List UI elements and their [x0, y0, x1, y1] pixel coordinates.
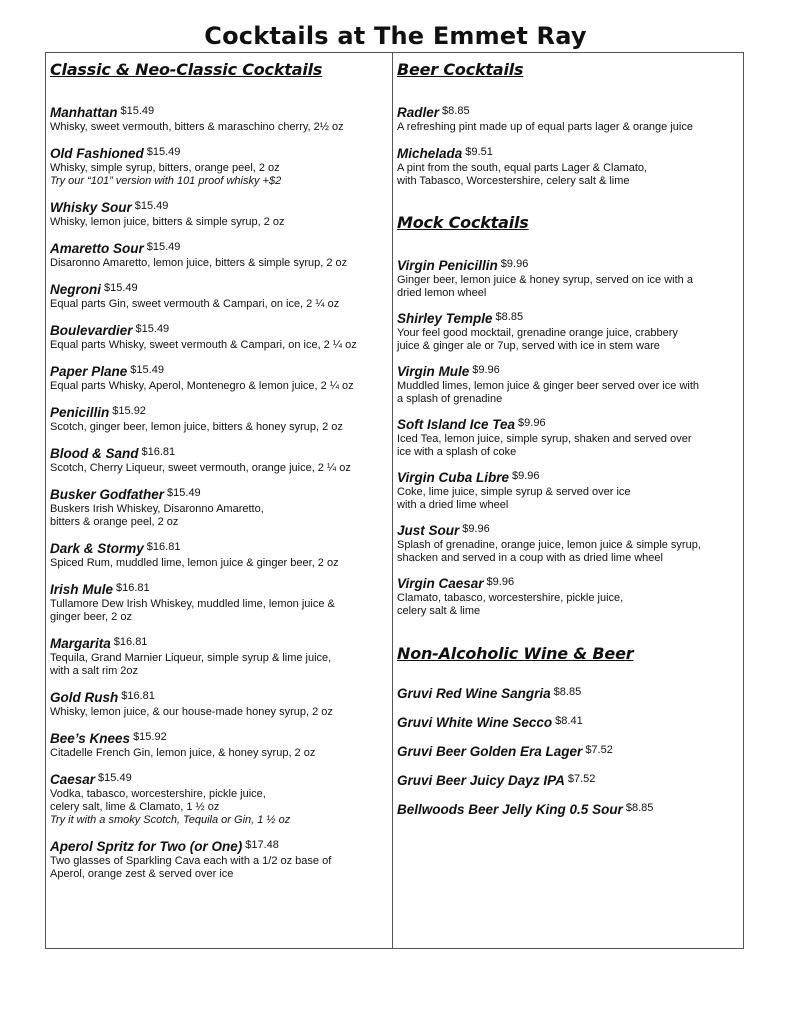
- menu-item-description: A refreshing pint made up of equal parts lager & orange juice: [397, 121, 693, 133]
- menu-item-name: Virgin Caesar: [397, 576, 484, 591]
- menu-item: [50, 444, 388, 475]
- menu-item-description: bitters & orange peel, 2 oz: [50, 516, 179, 528]
- menu-item: [50, 280, 388, 311]
- menu-item-description: shacken and served in a coup with as dried lime wheel: [397, 552, 663, 564]
- menu-item-header: [50, 688, 388, 706]
- menu-item-description: a splash of grenadine: [397, 393, 503, 405]
- menu-item-header: [397, 103, 741, 121]
- menu-item-header: [397, 309, 741, 327]
- menu-item-description: Citadelle French Gin, lemon juice, & honey syrup, 2 oz: [50, 747, 316, 759]
- section-heading-beer-cocktails: Beer Cocktails: [397, 60, 524, 79]
- menu-item-price: $8.85: [495, 311, 524, 323]
- menu-item-header: [50, 485, 388, 503]
- menu-item-header: [397, 770, 741, 790]
- menu-item-description: Iced Tea, lemon juice, simple syrup, shaken and served over: [397, 433, 692, 445]
- menu-item-price: $9.96: [500, 258, 529, 270]
- menu-item-header: [50, 539, 388, 557]
- section-heading-classic-cocktails: Classic & Neo-Classic Cocktails: [50, 60, 323, 79]
- menu-item-description: Aperol, orange zest & served over ice: [50, 868, 234, 880]
- menu-item-name: Shirley Temple: [397, 311, 493, 326]
- column-divider: [392, 52, 393, 949]
- menu-item: [50, 539, 388, 570]
- menu-item: [50, 729, 388, 760]
- menu-item: [397, 799, 741, 819]
- menu-item-price: $9.96: [472, 364, 500, 376]
- menu-item: [50, 837, 388, 881]
- non-alcoholic-section: [397, 642, 741, 819]
- menu-item-price: $16.81: [141, 446, 176, 458]
- menu-item-price: $15.92: [133, 731, 167, 743]
- menu-item-description: Muddled limes, lemon juice & ginger beer served over ice with: [397, 380, 700, 392]
- menu-item: [50, 362, 388, 393]
- menu-item-description: Scotch, Cherry Liqueur, sweet vermouth, orange juice, 2 ¼ oz: [50, 462, 351, 474]
- menu-item-price: $16.81: [121, 690, 155, 702]
- menu-item-price: $7.52: [585, 744, 613, 756]
- menu-item-price: $16.81: [116, 582, 150, 594]
- menu-item-price: $16.81: [146, 541, 181, 553]
- menu-item-header: [397, 521, 741, 539]
- menu-item-name: Penicillin: [50, 405, 110, 420]
- menu-item-description: Whisky, lemon juice, bitters & simple syrup, 2 oz: [50, 216, 285, 228]
- menu-item-price: $9.96: [512, 470, 540, 482]
- menu-item: [397, 144, 741, 188]
- menu-item-description: with a salt rim 2oz: [50, 665, 139, 677]
- menu-item-price: $15.49: [134, 200, 169, 212]
- menu-item-header: [397, 712, 741, 732]
- menu-item: [397, 683, 741, 703]
- menu-item-header: [50, 144, 388, 162]
- menu-item-name: Bellwoods Beer Jelly King 0.5 Sour: [397, 802, 623, 817]
- menu-item-header: [50, 580, 388, 598]
- menu-item: [397, 712, 741, 732]
- menu-item-header: [50, 239, 388, 257]
- menu-item-name: Gruvi Beer Juicy Dayz IPA: [397, 773, 565, 788]
- menu-item-name: Whisky Sour: [50, 200, 132, 215]
- menu-item-price: $9.96: [486, 576, 515, 588]
- menu-item: [397, 362, 741, 406]
- menu-item-header: [397, 256, 741, 274]
- menu-item-price: $7.52: [567, 773, 596, 785]
- menu-item-description: ice with a splash of coke: [397, 446, 517, 458]
- menu-item-header: [50, 634, 388, 652]
- menu-item-note: Try it with a smoky Scotch, Tequila or Gin, 1 ½ oz: [50, 814, 291, 826]
- menu-item-description: Whisky, lemon juice, & our house-made honey syrup, 2 oz: [50, 706, 333, 718]
- menu-item-header: [50, 444, 388, 462]
- menu-item-description: Disaronno Amaretto, lemon juice, bitters & simple syrup, 2 oz: [50, 257, 348, 269]
- menu-item-name: Busker Godfather: [50, 487, 165, 502]
- menu-item-name: Virgin Penicillin: [397, 258, 498, 273]
- menu-item-price: $8.41: [555, 715, 583, 727]
- menu-item: [397, 574, 741, 618]
- menu-item: [397, 770, 741, 790]
- menu-item-name: Old Fashioned: [50, 146, 144, 161]
- menu-item-description: A pint from the south, equal parts Lager & Clamato,: [397, 162, 648, 174]
- menu-item-name: Aperol Spritz for Two (or One): [50, 839, 243, 854]
- menu-item: [50, 688, 388, 719]
- menu-item-header: [397, 683, 741, 703]
- menu-item-header: [50, 321, 388, 339]
- menu-item-name: Gold Rush: [50, 690, 119, 705]
- menu-item-description: Buskers Irish Whiskey, Disaronno Amaretto,: [50, 503, 264, 515]
- menu-item-header: [50, 198, 388, 216]
- menu-item-description: Tequila, Grand Marnier Liqueur, simple syrup & lime juice,: [50, 652, 332, 664]
- menu-item-name: Soft Island Ice Tea: [397, 417, 516, 432]
- menu-item: [50, 634, 388, 678]
- section-heading-non-alcoholic: Non-Alcoholic Wine & Beer: [397, 644, 634, 663]
- menu-item: [397, 103, 741, 134]
- menu-item-description: Scotch, ginger beer, lemon juice, bitters & honey syrup, 2 oz: [50, 421, 343, 433]
- menu-item-header: [397, 468, 741, 486]
- menu-item-price: $16.81: [113, 636, 148, 648]
- menu-item-header: [50, 280, 388, 298]
- menu-item-price: $17.48: [245, 839, 279, 851]
- menu-item-name: Paper Plane: [50, 364, 128, 379]
- menu-item-price: $8.85: [625, 802, 654, 814]
- menu-item-price: $15.49: [135, 323, 170, 335]
- menu-item-name: Boulevardier: [50, 323, 133, 338]
- menu-item-description: Whisky, simple syrup, bitters, orange peel, 2 oz: [50, 162, 280, 174]
- menu-item: [50, 580, 388, 624]
- right-column: [397, 58, 741, 828]
- menu-item-name: Michelada: [397, 146, 463, 161]
- menu-item-price: $8.85: [553, 686, 582, 698]
- menu-item-description: Spiced Rum, muddled lime, lemon juice & ginger beer, 2 oz: [50, 557, 339, 569]
- menu-item: [50, 770, 388, 827]
- menu-item-price: $15.49: [130, 364, 164, 376]
- menu-item-name: Blood & Sand: [50, 446, 139, 461]
- menu-item-note: Try our “101” version with 101 proof whisky +$2: [50, 175, 282, 187]
- menu-item-header: [50, 362, 388, 380]
- menu-item-price: $15.49: [104, 282, 138, 294]
- menu-item-name: Manhattan: [50, 105, 118, 120]
- menu-item-name: Bee’s Knees: [50, 731, 131, 746]
- menu-item: [50, 198, 388, 229]
- menu-item-price: $9.96: [462, 523, 490, 535]
- menu-item-name: Virgin Cuba Libre: [397, 470, 510, 485]
- menu-item-name: Dark & Stormy: [50, 541, 144, 556]
- menu-item-header: [397, 362, 741, 380]
- menu-item-header: [50, 837, 388, 855]
- menu-item-name: Gruvi Beer Golden Era Lager: [397, 744, 583, 759]
- menu-item-price: $15.92: [112, 405, 146, 417]
- menu-item-header: [397, 741, 741, 761]
- menu-item-description: Equal parts Whisky, Aperol, Montenegro & lemon juice, 2 ¼ oz: [50, 380, 354, 392]
- menu-item-description: Ginger beer, lemon juice & honey syrup, served on ice with a: [397, 274, 693, 286]
- menu-item-description: Coke, lime juice, simple syrup & served over ice: [397, 486, 631, 498]
- menu-item-header: [397, 415, 741, 433]
- menu-item-description: Whisky, sweet vermouth, bitters & maraschino cherry, 2½ oz: [50, 121, 344, 133]
- menu-item-name: Amaretto Sour: [50, 241, 144, 256]
- menu-item-name: Radler: [397, 105, 440, 120]
- menu-item-price: $8.85: [442, 105, 470, 117]
- menu-item-description: juice & ginger ale or 7up, served with ice in stem ware: [397, 340, 660, 352]
- menu-item-name: Negroni: [50, 282, 102, 297]
- menu-item-name: Gruvi Red Wine Sangria: [397, 686, 551, 701]
- beer-cocktails-section: [397, 58, 741, 188]
- menu-item: [397, 415, 741, 459]
- menu-item-header: [50, 103, 388, 121]
- menu-item-price: $15.49: [146, 241, 181, 253]
- menu-item-price: $15.49: [120, 105, 155, 117]
- classic-cocktails-column: [50, 58, 388, 891]
- menu-item-name: Just Sour: [397, 523, 460, 538]
- menu-item-header: [50, 770, 388, 788]
- menu-item: [397, 256, 741, 300]
- menu-item-price: $9.51: [465, 146, 493, 158]
- menu-item-description: Tullamore Dew Irish Whiskey, muddled lime, lemon juice &: [50, 598, 335, 610]
- menu-item: [50, 321, 388, 352]
- menu-item: [50, 103, 388, 134]
- menu-item-header: [397, 799, 741, 819]
- menu-item: [397, 468, 741, 512]
- menu-item-description: with Tabasco, Worcestershire, celery salt & lime: [397, 175, 630, 187]
- menu-item-header: [50, 729, 388, 747]
- menu-item-name: Irish Mule: [50, 582, 114, 597]
- section-heading-mock-cocktails: Mock Cocktails: [397, 213, 529, 232]
- menu-item-description: celery salt & lime: [397, 605, 481, 617]
- menu-item: [50, 144, 388, 188]
- menu-item-header: [397, 574, 741, 592]
- menu-item-name: Margarita: [50, 636, 111, 651]
- menu-item: [50, 485, 388, 529]
- menu-item-price: $9.96: [518, 417, 546, 429]
- menu-item: [397, 521, 741, 565]
- menu-item-description: celery salt, lime & Clamato, 1 ½ oz: [50, 801, 220, 813]
- mock-cocktails-section: [397, 211, 741, 618]
- menu-item-description: with a dried lime wheel: [397, 499, 509, 511]
- menu-item-description: dried lemon wheel: [397, 287, 487, 299]
- menu-item-description: Two glasses of Sparkling Cava each with a 1/2 oz base of: [50, 855, 332, 867]
- menu-item-name: Gruvi White Wine Secco: [397, 715, 553, 730]
- menu-item: [397, 741, 741, 761]
- menu-item-name: Virgin Mule: [397, 364, 470, 379]
- menu-item-description: Equal parts Whisky, sweet vermouth & Campari, on ice, 2 ¼ oz: [50, 339, 357, 351]
- menu-item-description: Clamato, tabasco, worcestershire, pickle juice,: [397, 592, 624, 604]
- menu-item: [50, 403, 388, 434]
- menu-item-description: Your feel good mocktail, grenadine orange juice, crabbery: [397, 327, 678, 339]
- menu-item: [50, 239, 388, 270]
- menu-item-price: $15.49: [167, 487, 201, 499]
- menu-item: [397, 309, 741, 353]
- menu-item-price: $15.49: [98, 772, 132, 784]
- menu-item-header: [50, 403, 388, 421]
- menu-item-name: Caesar: [50, 772, 96, 787]
- menu-item-description: ginger beer, 2 oz: [50, 611, 132, 623]
- menu-item-description: Equal parts Gin, sweet vermouth & Campari, on ice, 2 ¼ oz: [50, 298, 340, 310]
- page-title: Cocktails at The Emmet Ray: [204, 22, 587, 50]
- menu-item-price: $15.49: [146, 146, 181, 158]
- menu-item-header: [397, 144, 741, 162]
- menu-item-description: Vodka, tabasco, worcestershire, pickle juice,: [50, 788, 266, 800]
- menu-item-description: Splash of grenadine, orange juice, lemon juice & simple syrup,: [397, 539, 701, 551]
